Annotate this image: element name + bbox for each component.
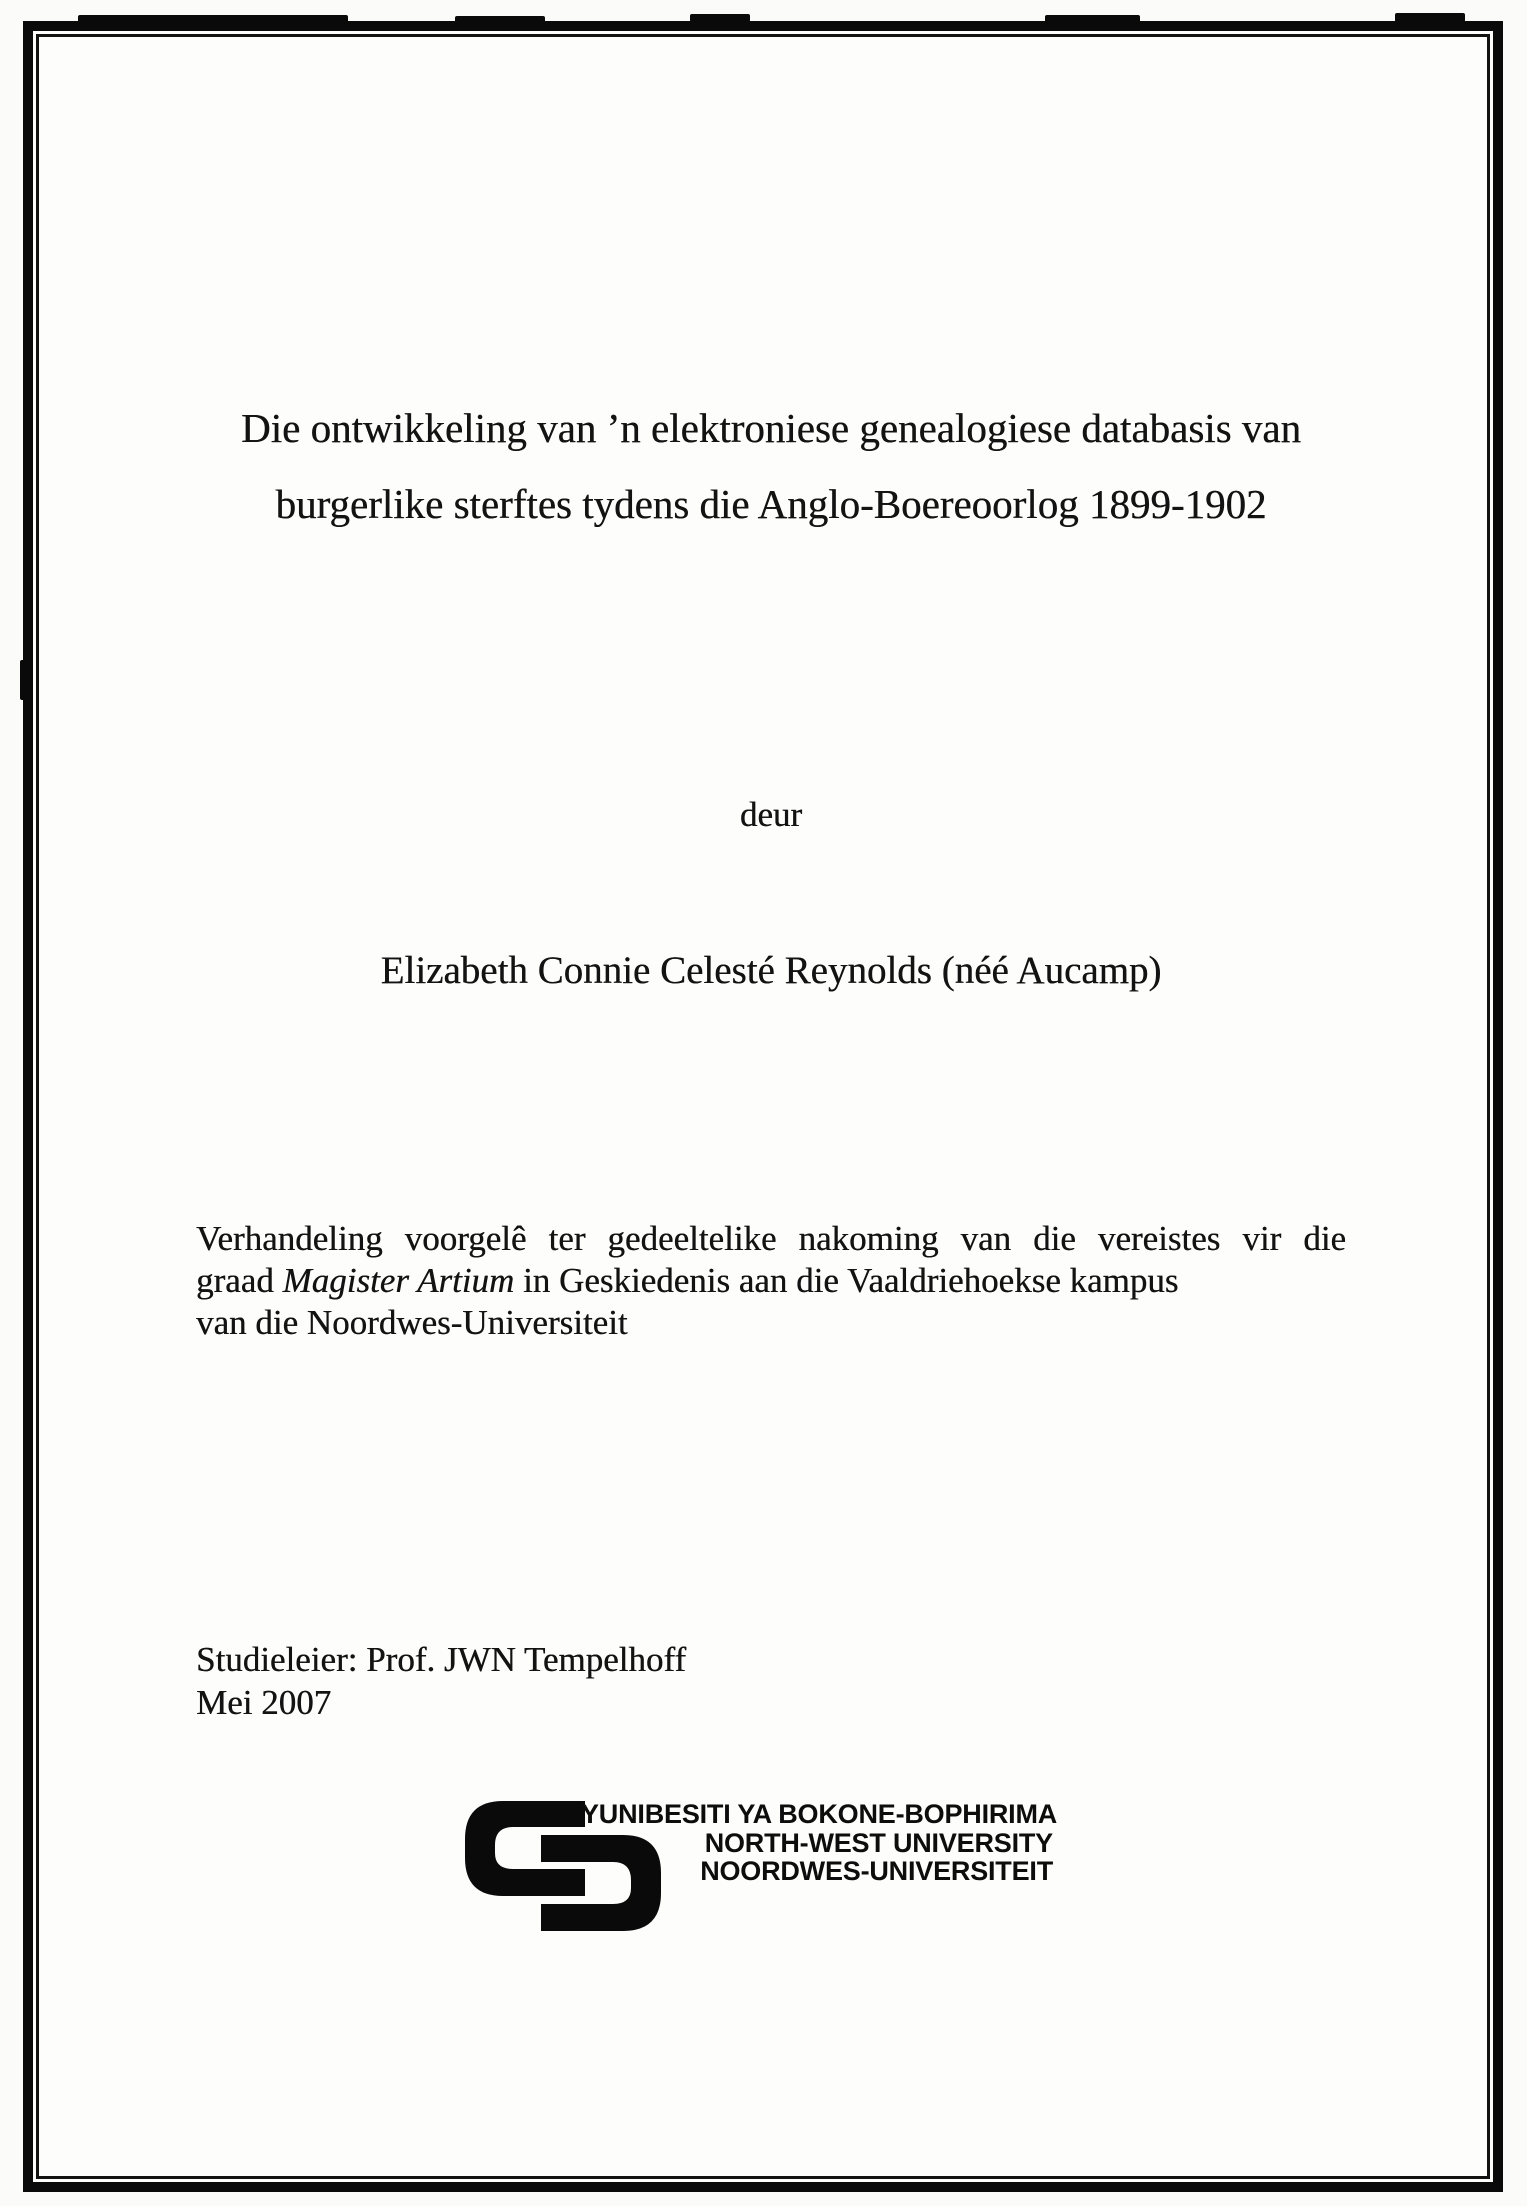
scan-artifact (455, 16, 545, 23)
thesis-title (188, 390, 1354, 542)
university-logo-text (581, 1799, 1058, 1886)
scan-artifact (690, 14, 750, 22)
university-logo (465, 1799, 1058, 1934)
degree-statement-line-1: Verhandeling voorgelê ter gedeeltelike nakoming van die vereistes vir die (196, 1219, 1346, 1258)
degree-statement-line-3: van die Noordwes-Universiteit (196, 1303, 628, 1342)
author-name: Elizabeth Connie Celesté Reynolds (néé Aucamp) (380, 949, 1162, 992)
logo-text-afrikaans: NOORDWES-UNIVERSITEIT (700, 1856, 1053, 1886)
thesis-title-line-1: Die ontwikkeling van ’n elektroniese genealogiese databasis van (241, 405, 1301, 451)
logo-text-setswana: YUNIBESITI YA BOKONE-BOPHIRIMA (581, 1799, 1058, 1829)
degree-statement-line-2-pre: graad (196, 1261, 283, 1300)
degree-statement (196, 1218, 1346, 1344)
supervisor-block (196, 1638, 1346, 1724)
scan-artifact (78, 15, 348, 23)
degree-name-italic: Magister Artium (282, 1261, 515, 1300)
degree-statement-line-2-post: in Geskiedenis aan die Vaaldriehoekse kampus (514, 1261, 1179, 1300)
date-line: Mei 2007 (196, 1683, 332, 1722)
thesis-title-line-2: burgerlike sterftes tydens die Anglo-Boereoorlog 1899-1902 (275, 481, 1267, 527)
scan-artifact (20, 660, 28, 700)
degree-statement-line-2 (196, 1260, 1346, 1302)
scan-artifact (1395, 13, 1465, 22)
byline: deur (739, 795, 803, 834)
logo-text-english: NORTH-WEST UNIVERSITY (704, 1827, 1053, 1858)
scan-artifact (1045, 15, 1140, 23)
supervisor-line: Studieleier: Prof. JWN Tempelhoff (196, 1640, 687, 1679)
